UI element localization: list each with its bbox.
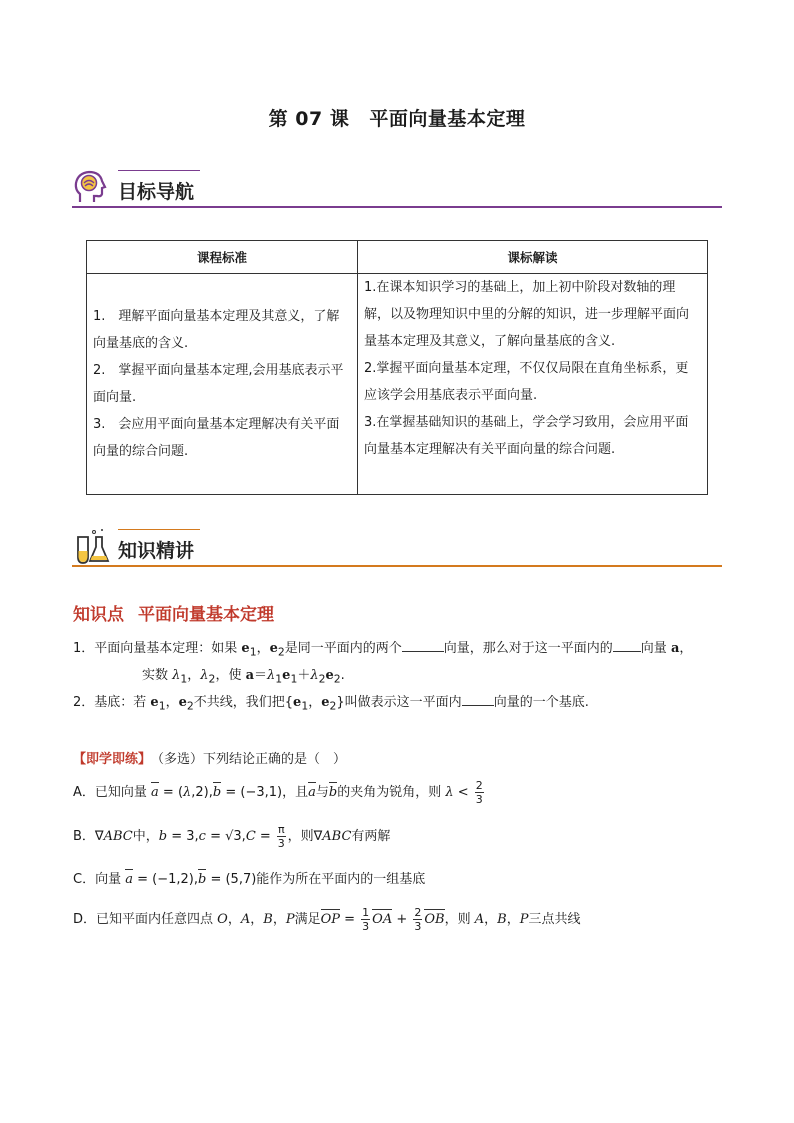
flask-icon [72,527,112,567]
knowledge-point-prefix: 知识点 [73,605,124,625]
fill-blank[interactable] [613,638,641,652]
fraction: $\frac{2}{3}$ [475,779,483,806]
option-d[interactable]: D．已知平面内任意四点 O，A，B，P满足OP = $\frac{1}{3}$ OA + $\frac{2}{3}$ OB，则 A，B，P三点共线 [73,906,581,933]
theorem-text: 向量，那么对于这一平面内的 [443,641,613,656]
standard-item: 1. 理解平面向量基本定理及其意义，了解向量基底的含义. [93,309,340,351]
standard-item: 2. 掌握平面向量基本定理,会用基底表示平面向量. [93,363,344,405]
practice-question [73,748,346,767]
theorem-text: ，使 [215,668,246,683]
option-text: ，且 [282,785,309,800]
theorem-text: 1．平面向量基本定理：如果 [73,641,242,656]
theorem-text: 向量 [640,641,671,656]
knowledge-point-name: 平面向量基本定理 [138,605,274,625]
fraction: $\frac{2}{3}$ [414,906,422,933]
standard-item: 3. 会应用平面向量基本定理解决有关平面向量的综合问题. [93,417,340,459]
lesson-topic: 平面向量基本定理 [369,108,526,130]
table-header-standard: 课程标准 [87,241,358,274]
option-a[interactable]: A．已知向量 a = (λ,2),b = (−3,1)，且a与b的夹角为锐角，则 λ < $\frac{2}{3}$ [73,779,483,806]
basis-line: 2．基底：若 $e_1$，$e_2$不共线，我们把{$e_1$，$e_2$}叫做表示这一平面内 向量的一个基底. [73,691,589,713]
option-text: 的夹角为锐角，则 [337,785,446,800]
knowledge-point-title [73,600,274,625]
section-underline [72,206,722,208]
interpretation-item: 2.掌握平面向量基本定理，不仅仅局限在直角坐标系，更应该学会用基底表示平面向量. [364,361,689,403]
section-goal-label: 目标导航 [118,181,195,203]
standards-table [86,240,708,495]
theorem-text: 实数 [142,668,173,683]
option-text: 满足 [294,912,321,927]
fraction: $\frac{1}{3}$ [362,906,370,933]
section-overline [118,529,200,530]
practice-tag: 【即学即练】 [73,752,145,767]
theorem-text: }叫做表示这一平面内 [336,695,462,710]
option-text: ，则 [444,912,475,927]
standards-cell [87,274,358,495]
theorem-text: 向量的一个基底. [493,695,589,710]
brain-head-icon [72,168,112,208]
option-text: 三点共线 [528,912,581,927]
option-text: C．向量 [73,872,126,887]
interpretation-item: 1.在课本知识学习的基础上，加上初中阶段对数轴的理解，以及物理知识中里的分解的知识，进一步理解平面向量基本定理及其意义，了解向量基底的含义. [364,280,690,349]
theorem-text: 不共线，我们把{ [193,695,294,710]
interpretation-item: 3.在掌握基础知识的基础上，学会学习致用，会应用平面向量基本定理解决有关平面向量的综合问题. [364,415,689,457]
theorem-line-1: 1．平面向量基本定理：如果 $e_1$，$e_2$是同一平面内的两个 向量，那么对于这一平面内的 向量 a， [73,637,692,659]
theorem-text: 是同一平面内的两个 [284,641,402,656]
page-title [0,104,794,131]
fraction: $\frac{\pi}{3}$ [277,823,285,850]
option-text: B． [73,829,95,844]
lesson-number: 第 07 课 [268,108,350,130]
option-text: 能作为所在平面内的一组基底 [256,872,426,887]
section-knowledge-label: 知识精讲 [118,540,195,562]
table-header-interpretation: 课标解读 [358,241,708,274]
section-knowledge-header [72,527,722,571]
theorem-text: 2．基底：若 [73,695,151,710]
section-underline [72,565,722,567]
option-text: 中， [132,829,159,844]
option-text: A．已知向量 [73,785,152,800]
fill-blank[interactable] [462,692,494,706]
theorem-line-2: 实数 $\lambda_1$，$\lambda_2$，使 $a=\lambda_1e_1+\lambda_2e_2$. [142,668,345,686]
section-goal-header [72,168,722,212]
option-text: 有两解 [351,829,391,844]
option-c[interactable]: C．向量 a = (−1,2),b = (5,7)能作为所在平面内的一组基底 [73,872,426,887]
option-text: ，则 [287,829,314,844]
option-b[interactable]: B．∇ABC中，b = 3,c = √3,C = $\frac{\pi}{3}$ ，则∇ABC有两解 [73,823,391,850]
option-text: D．已知平面内任意四点 [73,912,218,927]
fill-blank[interactable] [402,638,444,652]
practice-question-text: （多选）下列结论正确的是（ ） [157,752,347,767]
interpretation-cell [358,274,708,495]
section-overline [118,170,200,171]
